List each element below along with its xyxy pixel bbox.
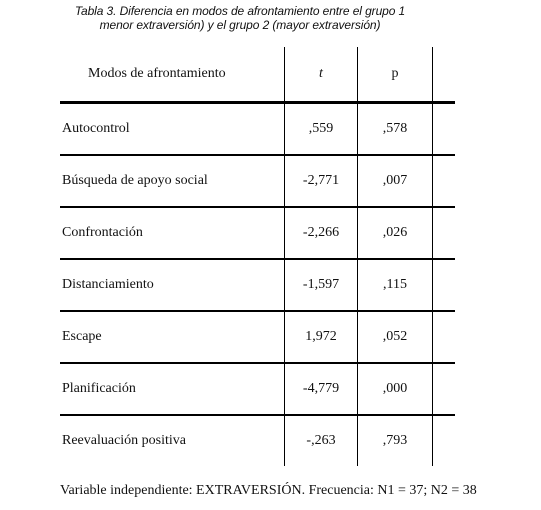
cell-p: ,578 [358, 103, 433, 156]
cell-t: ,559 [285, 103, 358, 156]
cell-modo: Escape [60, 311, 285, 363]
cell-empty [433, 311, 456, 363]
results-table [60, 47, 455, 466]
cell-modo: Distanciamiento [60, 259, 285, 311]
cell-empty [433, 103, 456, 156]
header-modos: Modos de afrontamiento [60, 47, 285, 103]
cell-modo: Búsqueda de apoyo social [60, 155, 285, 207]
table-row [60, 259, 455, 311]
cell-modo: Autocontrol [60, 103, 285, 156]
cell-t: -,263 [285, 415, 358, 466]
caption-line-1: Tabla 3. Diferencia en modos de afrontamiento entre el grupo 1 [74, 4, 406, 18]
table-caption [60, 4, 420, 32]
table-row [60, 207, 455, 259]
cell-p: ,007 [358, 155, 433, 207]
cell-t: -4,779 [285, 363, 358, 415]
cell-t: 1,972 [285, 311, 358, 363]
cell-empty [433, 363, 456, 415]
cell-empty [433, 259, 456, 311]
table-header-row [60, 47, 455, 103]
cell-p: ,115 [358, 259, 433, 311]
table-footnote: Variable independiente: EXTRAVERSIÓN. Frecuencia: N1 = 37; N2 = 38 [60, 483, 477, 498]
cell-p: ,000 [358, 363, 433, 415]
cell-p: ,052 [358, 311, 433, 363]
caption-line-2: menor extraversión) y el grupo 2 (mayor extraversión) [99, 18, 381, 32]
header-t: t [285, 47, 358, 103]
cell-t: -1,597 [285, 259, 358, 311]
table-row [60, 155, 455, 207]
cell-t: -2,266 [285, 207, 358, 259]
cell-empty [433, 207, 456, 259]
table-row [60, 103, 455, 156]
cell-p: ,026 [358, 207, 433, 259]
table-row [60, 415, 455, 466]
cell-empty [433, 155, 456, 207]
cell-p: ,793 [358, 415, 433, 466]
cell-modo: Planificación [60, 363, 285, 415]
cell-modo: Reevaluación positiva [62, 433, 187, 448]
header-p: p [358, 47, 433, 103]
table-row [60, 311, 455, 363]
table-row [60, 363, 455, 415]
cell-t: -2,771 [285, 155, 358, 207]
header-empty-cell [433, 47, 456, 103]
cell-modo: Confrontación [60, 207, 285, 259]
cell-empty [433, 415, 456, 466]
